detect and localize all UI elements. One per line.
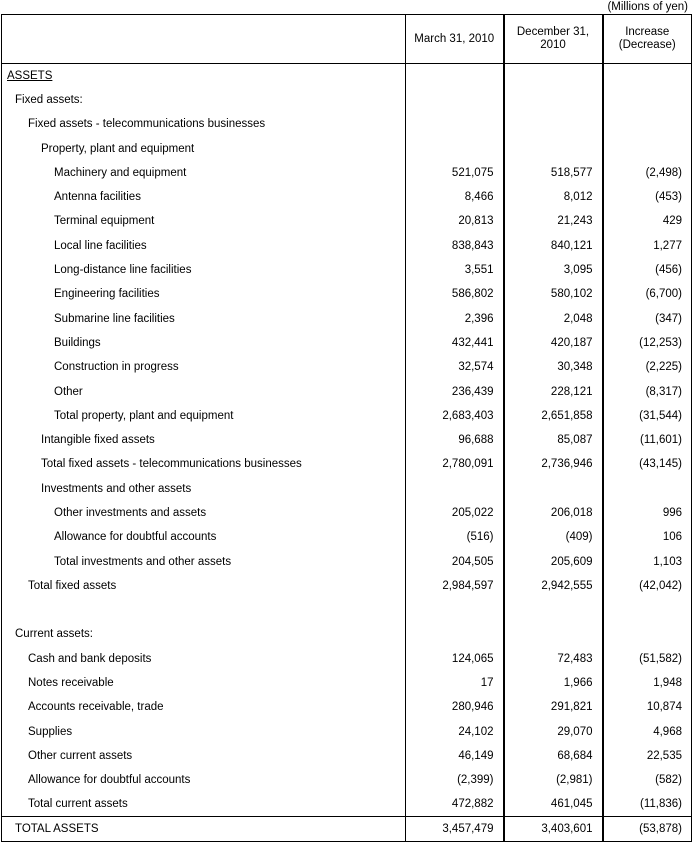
- table-row: [2, 525, 692, 549]
- value-march-2010: [406, 112, 504, 136]
- value-increase-decrease: 1,948: [653, 677, 682, 690]
- value-march-2010: [406, 598, 504, 622]
- value-increase-decrease: (2,225): [645, 361, 682, 374]
- value-march-2010: 2,396: [406, 306, 504, 330]
- table-row: [2, 768, 692, 792]
- row-label-text: Antenna facilities: [54, 191, 141, 204]
- table-row: [2, 622, 692, 646]
- table-row: [2, 355, 692, 379]
- table-row: [2, 744, 692, 768]
- row-label-text: Property, plant and equipment: [41, 142, 195, 155]
- value-march-2010: 20,813: [406, 209, 504, 233]
- value-december-2010: 205,609: [504, 549, 603, 573]
- value-increase-decrease: 10,874: [646, 701, 682, 714]
- row-label: [2, 331, 406, 355]
- value-march-2010: 204,505: [406, 549, 504, 573]
- row-label: [2, 112, 406, 136]
- row-label-text: Investments and other assets: [41, 482, 192, 495]
- value-march-2010: 586,802: [406, 282, 504, 306]
- row-label: [2, 744, 406, 768]
- row-label: [2, 185, 406, 209]
- value-increase-decrease: [603, 477, 692, 501]
- value-march-2010: 124,065: [406, 647, 504, 671]
- row-label: [2, 452, 406, 476]
- row-label-text: Allowance for doubtful accounts: [54, 531, 217, 544]
- table-row: [2, 598, 692, 622]
- table-row: [2, 112, 692, 136]
- value-march-2010: [406, 88, 504, 112]
- row-label: [2, 549, 406, 573]
- table-row: [2, 501, 692, 525]
- row-label-text: Local line facilities: [54, 239, 147, 252]
- table-row: [2, 209, 692, 233]
- value-increase-decrease: (11,601): [640, 434, 682, 447]
- table-row: [2, 404, 692, 428]
- row-label-text: Accounts receivable, trade: [28, 701, 164, 714]
- value-march-2010: [406, 477, 504, 501]
- row-label-text: Cash and bank deposits: [28, 652, 152, 665]
- value-march-2010: 17: [406, 671, 504, 695]
- value-december-2010: 21,243: [504, 209, 603, 233]
- table-row: [2, 695, 692, 719]
- value-march-2010: 3,551: [406, 258, 504, 282]
- increase-label: Increase: [625, 26, 670, 38]
- value-december-2010: 8,012: [504, 185, 603, 209]
- row-label: [2, 355, 406, 379]
- value-march-2010: [406, 136, 504, 160]
- value-march-2010: 96,688: [406, 428, 504, 452]
- row-label-text: Total property, plant and equipment: [54, 409, 234, 422]
- row-label-text: Engineering facilities: [54, 288, 160, 301]
- row-label-text: TOTAL ASSETS: [15, 822, 99, 835]
- value-march-2010: [406, 64, 504, 88]
- row-label: [2, 671, 406, 695]
- value-march-2010: [406, 622, 504, 646]
- value-december-2010: 2,048: [504, 306, 603, 330]
- row-label: [2, 720, 406, 744]
- value-march-2010: 32,574: [406, 355, 504, 379]
- value-march-2010: 205,022: [406, 501, 504, 525]
- table-row: [2, 792, 692, 816]
- value-march-2010: 432,441: [406, 331, 504, 355]
- value-march-2010: 24,102: [406, 720, 504, 744]
- value-increase-decrease: [603, 598, 692, 622]
- row-label-text: ASSETS: [7, 69, 53, 82]
- value-december-2010: [504, 477, 603, 501]
- row-label: [2, 817, 406, 841]
- table-row: [2, 88, 692, 112]
- value-december-2010: 2,651,858: [504, 404, 603, 428]
- value-march-2010: 280,946: [406, 695, 504, 719]
- row-label: [2, 379, 406, 403]
- row-label: [2, 477, 406, 501]
- row-label-text: Intangible fixed assets: [41, 434, 155, 447]
- value-december-2010: 2,736,946: [504, 452, 603, 476]
- value-increase-decrease: 996: [662, 506, 682, 519]
- value-december-2010: 72,483: [504, 647, 603, 671]
- row-label: [2, 598, 406, 622]
- table-row: [2, 282, 692, 306]
- value-increase-decrease: (43,145): [639, 458, 682, 471]
- value-increase-decrease: 429: [662, 215, 682, 228]
- value-increase-decrease: (31,544): [639, 409, 682, 422]
- value-increase-decrease: (453): [655, 191, 682, 204]
- value-december-2010: [504, 112, 603, 136]
- row-label: [2, 136, 406, 160]
- value-increase-decrease: (53,878): [603, 817, 692, 841]
- value-december-2010: 420,187: [504, 331, 603, 355]
- table-row-total-assets: [2, 817, 692, 841]
- value-march-2010: 46,149: [406, 744, 504, 768]
- value-increase-decrease: (456): [655, 264, 682, 277]
- value-march-2010: (2,399): [406, 768, 504, 792]
- balance-sheet-table: [1, 14, 692, 842]
- table-row: [2, 136, 692, 160]
- value-march-2010: 3,457,479: [406, 817, 504, 841]
- value-increase-decrease: 22,535: [646, 749, 682, 762]
- decrease-label: (Decrease): [618, 39, 676, 51]
- value-increase-decrease: [603, 112, 692, 136]
- row-label-text: Other investments and assets: [54, 506, 207, 519]
- value-increase-decrease: (51,582): [639, 652, 682, 665]
- value-december-2010: 228,121: [504, 379, 603, 403]
- value-increase-decrease: (11,836): [640, 798, 682, 811]
- value-march-2010: 472,882: [406, 792, 504, 816]
- value-increase-decrease: 1,103: [653, 555, 682, 568]
- row-label-text: Other: [54, 385, 83, 398]
- value-december-2010: 29,070: [504, 720, 603, 744]
- table-row: [2, 64, 692, 88]
- value-december-2010: 30,348: [504, 355, 603, 379]
- table-header: [2, 15, 692, 64]
- table-row: [2, 647, 692, 671]
- value-december-2010: 461,045: [504, 792, 603, 816]
- row-label-text: Notes receivable: [28, 677, 114, 690]
- value-march-2010: 2,780,091: [406, 452, 504, 476]
- table-row: [2, 161, 692, 185]
- value-increase-decrease: 1,277: [653, 239, 682, 252]
- row-label: [2, 306, 406, 330]
- row-label: [2, 209, 406, 233]
- row-label-text: Fixed assets - telecommunications businesses: [28, 118, 266, 131]
- value-march-2010: 838,843: [406, 234, 504, 258]
- value-december-2010: 68,684: [504, 744, 603, 768]
- value-increase-decrease: [603, 88, 692, 112]
- row-label: [2, 64, 406, 88]
- row-label: [2, 695, 406, 719]
- row-label-text: Construction in progress: [54, 361, 179, 374]
- column-header-march-2010: March 31, 2010: [406, 15, 504, 64]
- table-body: [2, 64, 692, 842]
- column-header-label: [2, 15, 406, 64]
- row-label: [2, 622, 406, 646]
- value-december-2010: 580,102: [504, 282, 603, 306]
- value-december-2010: 518,577: [504, 161, 603, 185]
- value-increase-decrease: (12,253): [639, 336, 682, 349]
- column-header-increase-decrease: [603, 15, 692, 64]
- value-december-2010: (2,981): [504, 768, 603, 792]
- row-label: [2, 428, 406, 452]
- table-row: [2, 477, 692, 501]
- value-december-2010: 1,966: [504, 671, 603, 695]
- value-march-2010: 236,439: [406, 379, 504, 403]
- units-caption: (Millions of yen): [607, 1, 688, 13]
- row-label: [2, 792, 406, 816]
- table-row: [2, 234, 692, 258]
- value-increase-decrease: (582): [655, 774, 682, 787]
- value-increase-decrease: (347): [655, 312, 682, 325]
- table-row: [2, 574, 692, 598]
- row-label-text: Submarine line facilities: [54, 312, 175, 325]
- header-row: [2, 15, 692, 64]
- row-label-text: Total fixed assets: [28, 579, 117, 592]
- row-label: [2, 282, 406, 306]
- table-row: [2, 185, 692, 209]
- table-row: [2, 452, 692, 476]
- value-december-2010: 2,942,555: [504, 574, 603, 598]
- row-label-text: Total investments and other assets: [54, 555, 232, 568]
- table-row: [2, 671, 692, 695]
- value-increase-decrease: (42,042): [639, 579, 682, 592]
- value-december-2010: [504, 88, 603, 112]
- value-increase-decrease: 106: [662, 531, 682, 544]
- value-march-2010: 2,683,403: [406, 404, 504, 428]
- row-label-text: Fixed assets:: [15, 93, 83, 106]
- value-december-2010: (409): [504, 525, 603, 549]
- value-increase-decrease: 4,968: [653, 725, 682, 738]
- column-header-december-2010: December 31, 2010: [504, 15, 603, 64]
- value-december-2010: 291,821: [504, 695, 603, 719]
- row-label-text: Supplies: [28, 725, 73, 738]
- value-increase-decrease: [603, 64, 692, 88]
- row-label-text: Allowance for doubtful accounts: [28, 774, 191, 787]
- table-row: [2, 258, 692, 282]
- value-march-2010: 8,466: [406, 185, 504, 209]
- row-label: [2, 161, 406, 185]
- value-december-2010: 206,018: [504, 501, 603, 525]
- value-march-2010: (516): [406, 525, 504, 549]
- balance-sheet-table-wrapper: [1, 14, 691, 842]
- row-label: [2, 768, 406, 792]
- row-label: [2, 525, 406, 549]
- table-row: [2, 720, 692, 744]
- row-label: [2, 234, 406, 258]
- value-december-2010: [504, 622, 603, 646]
- value-march-2010: 2,984,597: [406, 574, 504, 598]
- row-label: [2, 258, 406, 282]
- value-increase-decrease: (8,317): [645, 385, 682, 398]
- table-row: [2, 306, 692, 330]
- value-march-2010: 521,075: [406, 161, 504, 185]
- value-december-2010: 840,121: [504, 234, 603, 258]
- row-label-text: Current assets:: [15, 628, 93, 641]
- row-label-text: Buildings: [54, 336, 101, 349]
- value-december-2010: [504, 598, 603, 622]
- row-label: [2, 88, 406, 112]
- value-december-2010: 3,095: [504, 258, 603, 282]
- table-row: [2, 331, 692, 355]
- row-label: [2, 404, 406, 428]
- value-december-2010: [504, 64, 603, 88]
- row-label: [2, 501, 406, 525]
- row-label-text: Total current assets: [28, 798, 128, 811]
- row-label-text: Other current assets: [28, 749, 133, 762]
- row-label-text: Machinery and equipment: [54, 166, 187, 179]
- value-increase-decrease: (6,700): [645, 288, 682, 301]
- row-label-text: Long-distance line facilities: [54, 264, 192, 277]
- value-december-2010: [504, 136, 603, 160]
- row-label-text: Terminal equipment: [54, 215, 155, 228]
- row-label: [2, 647, 406, 671]
- table-row: [2, 428, 692, 452]
- table-row: [2, 379, 692, 403]
- row-label-text: Total fixed assets - telecommunications businesses: [41, 458, 302, 471]
- value-increase-decrease: [603, 136, 692, 160]
- value-increase-decrease: [603, 622, 692, 646]
- value-december-2010: 3,403,601: [504, 817, 603, 841]
- value-december-2010: 85,087: [504, 428, 603, 452]
- value-increase-decrease: (2,498): [645, 166, 682, 179]
- table-row: [2, 549, 692, 573]
- row-label: [2, 574, 406, 598]
